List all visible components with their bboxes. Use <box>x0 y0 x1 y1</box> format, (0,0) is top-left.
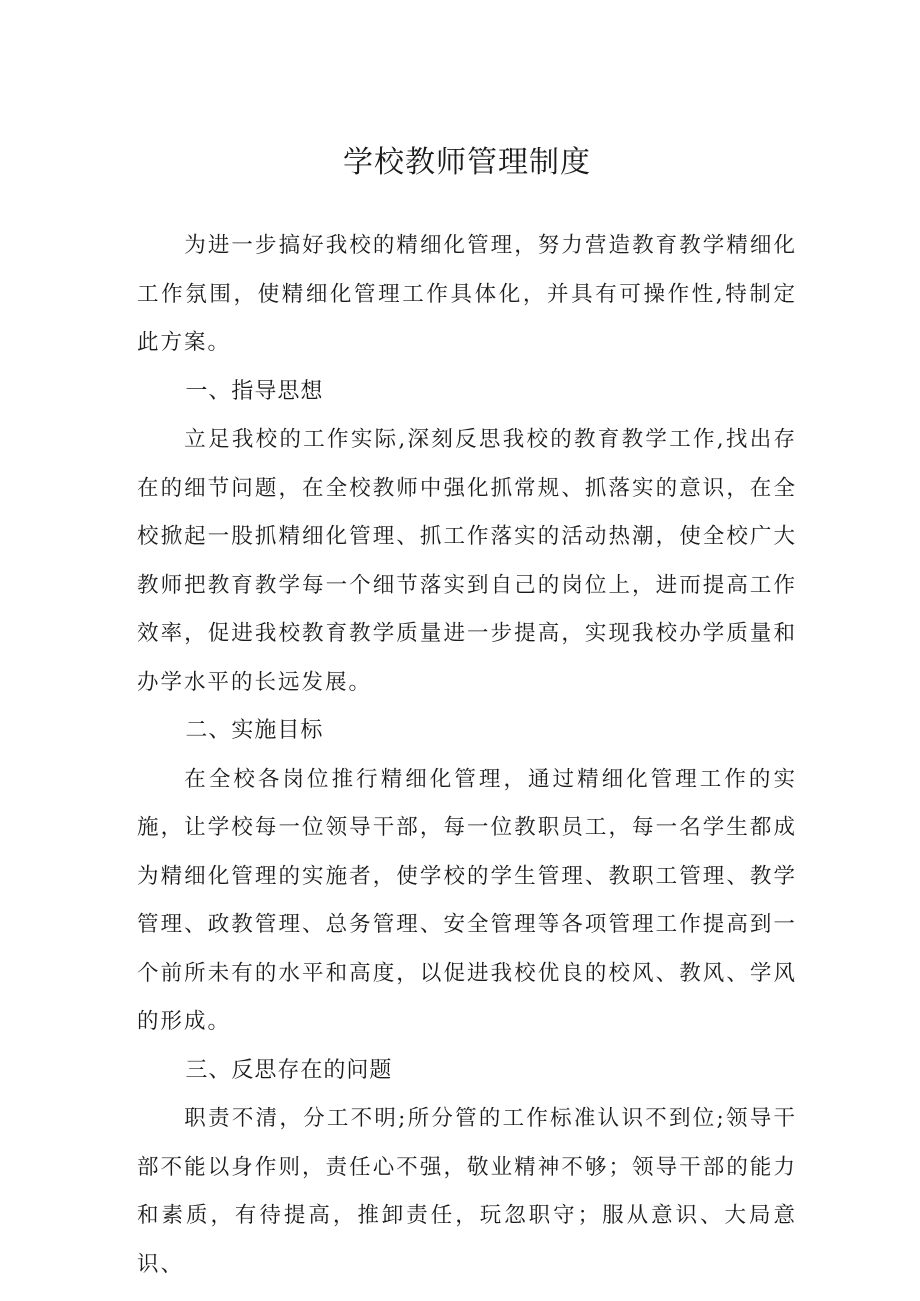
section-heading-implementation-goals: 二、实施目标 <box>185 718 324 743</box>
section-paragraph-existing-problems: 职责不清，分工不明;所分管的工作标准认识不到位;领导干部不能以身作则，责任心不强，敬业精神不够；领导干部的能力和素质，有待提高，推卸责任，玩忽职守；服从意识、大局意识、 <box>137 1106 797 1277</box>
section-heading-guiding-ideology: 一、指导思想 <box>185 378 324 404</box>
section-paragraph-implementation-goals: 在全校各岗位推行精细化管理，通过精细化管理工作的实施，让学校每一位领导干部，每一位教职员工，每一名学生都成为精细化管理的实施者，使学校的学生管理、教职工管理、教学管理、政教管理、总务管理、安全管理等各项管理工作提高到一个前所未有的水平和高度，以促进我校优良的校风、教风、学风的形成。 <box>137 766 797 1034</box>
document-title: 学校教师管理制度 <box>343 145 591 180</box>
section-heading-existing-problems: 三、反思存在的问题 <box>185 1057 393 1083</box>
section-paragraph-guiding-ideology: 立足我校的工作实际,深刻反思我校的教育教学工作,找出存在的细节问题，在全校教师中强化抓常规、抓落实的意识，在全校掀起一股抓精细化管理、抓工作落实的活动热潮，使全校广大教师把教育教学每一个细节落实到自己的岗位上，进而提高工作效率，促进我校教育教学质量进一步提高，实现我校办学质量和办学水平的长远发展。 <box>137 427 797 695</box>
intro-paragraph: 为进一步搞好我校的精细化管理，努力营造教育教学精细化工作氛围，使精细化管理工作具体化，并具有可操作性,特制定此方案。 <box>137 233 797 355</box>
document-body <box>137 222 797 1289</box>
